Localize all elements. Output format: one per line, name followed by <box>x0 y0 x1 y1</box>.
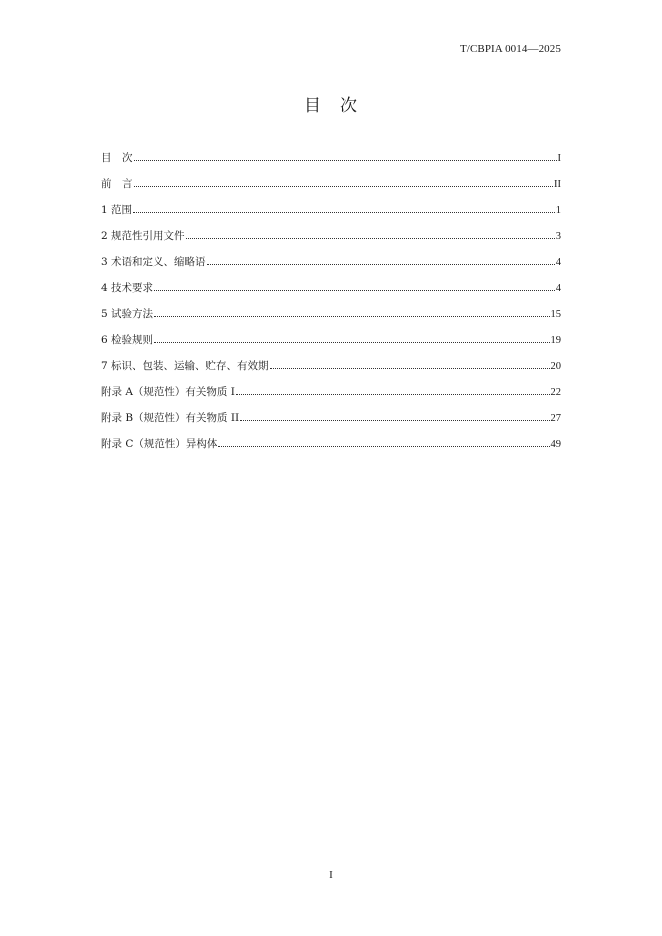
toc-entry-normative-references[interactable] <box>101 228 561 254</box>
toc-entry-label: 6 检验规则 <box>101 334 154 346</box>
toc-leader-dots <box>134 151 557 161</box>
toc-leader-dots <box>154 307 549 317</box>
toc-entry-test-methods[interactable] <box>101 306 561 332</box>
toc-entry-page: 22 <box>550 387 561 398</box>
toc-entry-technical-requirements[interactable] <box>101 280 561 306</box>
toc-leader-dots <box>207 255 555 265</box>
toc-entry-inspection-rules[interactable] <box>101 332 561 358</box>
table-of-contents <box>101 150 561 462</box>
document-code: T/CBPIA 0014—2025 <box>459 43 561 55</box>
toc-entry-terms-definitions[interactable] <box>101 254 561 280</box>
toc-entry-label: 1 范围 <box>101 204 133 216</box>
page-number: I <box>329 869 333 881</box>
toc-leader-dots <box>240 411 549 421</box>
toc-entry-appendix-c[interactable] <box>101 436 561 462</box>
toc-entry-contents[interactable] <box>101 150 561 176</box>
toc-entry-marking-packaging[interactable] <box>101 358 561 384</box>
toc-entry-label: 2 规范性引用文件 <box>101 230 185 242</box>
toc-entry-page: 1 <box>555 205 561 216</box>
toc-entry-appendix-b[interactable] <box>101 410 561 436</box>
toc-entry-label: 附录 C（规范性）异构体 <box>101 438 218 450</box>
toc-entry-page: 4 <box>555 257 561 268</box>
toc-entry-page: II <box>554 179 561 190</box>
toc-entry-label: 3 术语和定义、缩略语 <box>101 256 206 268</box>
toc-entry-foreword[interactable] <box>101 176 561 202</box>
toc-leader-dots <box>134 177 554 187</box>
toc-leader-dots <box>218 437 549 447</box>
toc-leader-dots <box>154 281 555 291</box>
toc-entry-page: I <box>557 153 561 164</box>
page-title: 目 次 <box>304 96 358 116</box>
toc-leader-dots <box>236 385 550 395</box>
toc-entry-page: 15 <box>550 309 561 320</box>
toc-leader-dots <box>133 203 555 213</box>
toc-entry-page: 49 <box>550 439 561 450</box>
toc-entry-label: 前 言 <box>101 178 133 190</box>
toc-entry-label: 附录 A（规范性）有关物质 I <box>101 386 235 398</box>
toc-entry-label: 5 试验方法 <box>101 308 154 320</box>
toc-leader-dots <box>270 359 550 369</box>
toc-leader-dots <box>186 229 555 239</box>
toc-entry-page: 20 <box>550 361 561 372</box>
toc-entry-page: 19 <box>550 335 561 346</box>
toc-entry-appendix-a[interactable] <box>101 384 561 410</box>
toc-leader-dots <box>154 333 549 343</box>
toc-entry-label: 附录 B（规范性）有关物质 II <box>101 412 240 424</box>
toc-entry-page: 27 <box>550 413 561 424</box>
toc-entry-label: 目 次 <box>101 152 133 164</box>
toc-entry-label: 4 技术要求 <box>101 282 154 294</box>
toc-entry-scope[interactable] <box>101 202 561 228</box>
toc-entry-page: 4 <box>555 283 561 294</box>
toc-entry-page: 3 <box>555 231 561 242</box>
toc-entry-label: 7 标识、包装、运输、贮存、有效期 <box>101 360 269 372</box>
